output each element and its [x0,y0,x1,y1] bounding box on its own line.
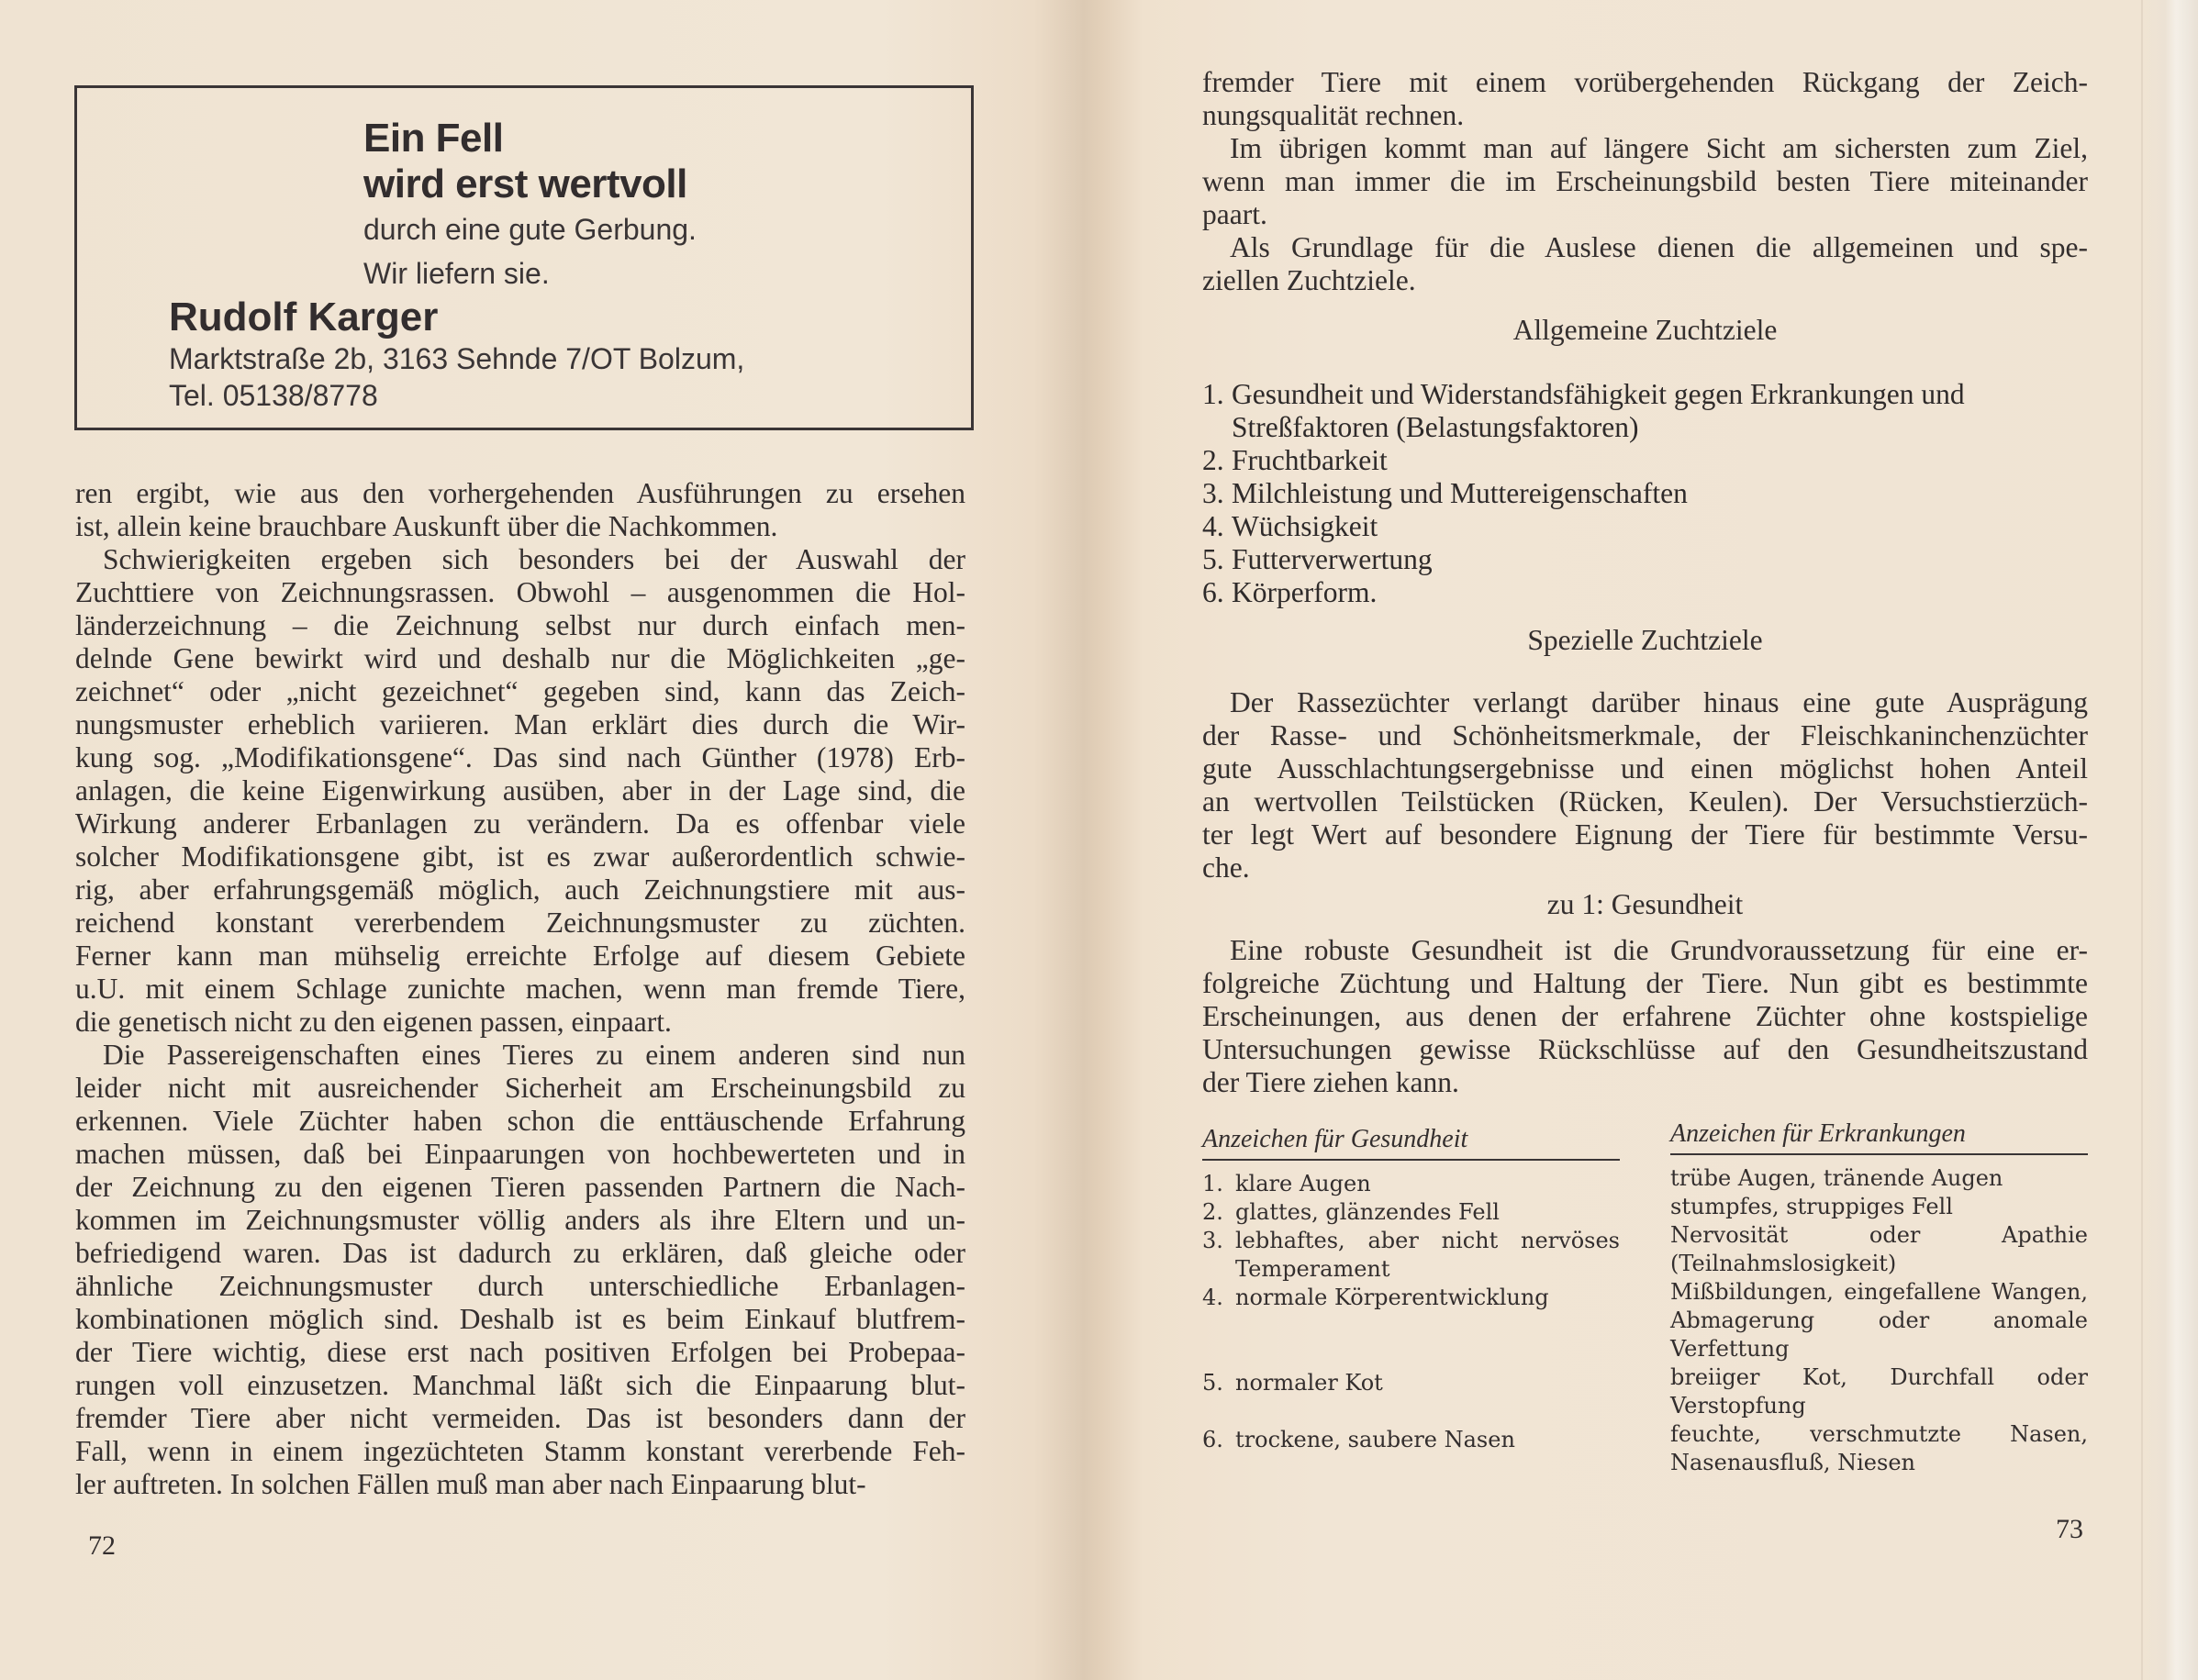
text-line: die genetisch nicht zu den eigenen passen, einpaart. [75,1006,672,1038]
text-line: Wirkung anderer Erbanlagen zu verändern. Da es offenbar viele [75,807,965,840]
text-line: befriedigend waren. Das ist dadurch zu erklären, daß gleiche oder [75,1237,965,1269]
text-line: Ferner kann man mühselig erreichte Erfolge auf diesem Gebiete [75,940,965,972]
ad-subtitle [363,207,697,295]
text-line: kombinationen möglich sind. Deshalb ist es beim Einkauf blutfrem- [75,1303,965,1335]
goal-number: 1. [1202,378,1224,410]
row-spacer [1202,1312,1620,1369]
disease-sign-row: Nervosität oder Apathie (Teilnahmslosigkeit) [1670,1222,2088,1276]
disease-sign-row: Mißbildungen, eingefallene Wangen, Abmagerung oder anomale Verfettung [1670,1279,2088,1362]
text-line: u.U. mit einem Schlage zunichte machen, wenn man fremde Tiere, [75,973,965,1005]
text-line: ter legt Wert auf besondere Eignung der Tiere für bestimmte Versu- [1202,818,2088,851]
health-sign-row [1202,1369,1620,1397]
health-sign-row [1202,1227,1620,1284]
text-line: leider nicht mit ausreichender Sicherheit am Erscheinungsbild zu [75,1072,965,1104]
disease-sign-row: trübe Augen, tränende Augen [1670,1165,2003,1191]
health-sign-number: 6. [1202,1427,1223,1452]
text-line: nungsqualität rechnen. [1202,99,1465,131]
text-line: paart. [1202,198,1267,230]
ad-contact [169,340,744,414]
disease-sign-row: breiiger Kot, Durchfall oder Verstopfung [1670,1364,2088,1419]
ad-sub-line: durch eine gute Gerbung. [363,213,697,246]
goal-text: Gesundheit und Widerstandsfähigkeit gegen Erkrankungen und [1232,378,1965,410]
text-line: anlagen, die keine Eigenwirkung ausüben, aber in der Lage sind, die [75,774,965,807]
text-line: an wertvollen Teilstücken (Rücken, Keulen). Der Versuchstierzüch- [1202,785,2088,818]
text-line: Als Grundlage für die Auslese dienen die allgemeinen und spe- [1230,231,2088,263]
health-paragraph [1202,934,2088,1099]
heading-health: zu 1: Gesundheit [1546,888,1744,920]
goal-number: 2. [1202,444,1224,476]
text-line: fremder Tiere mit einem vorübergehenden Rückgang der Zeich- [1202,66,2088,98]
ad-headline-line: wird erst wertvoll [363,161,687,206]
text-line: länderzeichnung – die Zeichnung selbst nur durch einfach men- [75,609,965,641]
text-line: Eine robuste Gesundheit ist die Grundvoraussetzung für eine er- [1230,934,2088,966]
goal-number: 3. [1202,477,1224,509]
text-line: delnde Gene bewirkt wird und deshalb nur die Möglichkeiten „ge- [75,642,965,674]
text-line: folgreiche Züchtung und Haltung der Tiere. Nun gibt es bestimmte [1202,967,2088,999]
goal-text: Körperform. [1232,576,1378,608]
page-number-right: 73 [2056,1514,2083,1544]
text-line: Der Rassezüchter verlangt darüber hinaus eine gute Ausprägung [1230,686,2088,718]
text-line: zeichnet“ oder „nicht gezeichnet“ gegeben sind, kann das Zeich- [75,675,965,707]
health-sign-number: 3. [1202,1228,1223,1253]
health-sign-text: trockene, saubere Nasen [1235,1427,1515,1452]
disease-sign-row: stumpfes, struppiges Fell [1670,1194,1953,1219]
text-line: fremder Tiere aber nicht vermeiden. Das ist besonders dann der [75,1402,965,1434]
goal-text: Fruchtbarkeit [1232,444,1388,476]
ad-headline-line: Ein Fell [363,116,504,161]
goal-text: Wüchsigkeit [1232,510,1378,542]
advertisement-box [74,85,974,430]
health-sign-text: glattes, glänzendes Fell [1235,1199,1500,1225]
health-sign-text: normale Körperentwicklung [1235,1285,1549,1310]
goal-text: Futterverwertung [1232,543,1433,575]
page-edge [2141,0,2198,1680]
row-spacer [1202,1397,1620,1426]
text-line: Untersuchungen gewisse Rückschlüsse auf den Gesundheitszustand [1202,1033,2088,1065]
health-sign-number: 2. [1202,1199,1223,1225]
goal-number: 5. [1202,543,1224,575]
ad-phone: Tel. 05138/8778 [169,379,378,412]
text-line: kommen im Zeichnungsmuster völlig anders als ihre Eltern und un- [75,1204,965,1236]
text-line: reichend konstant vererbendem Zeichnungsmuster zu züchten. [75,907,965,939]
text-line: der Rasse- und Schönheitsmerkmale, der Fleischkaninchenzüchter [1202,719,2088,751]
text-line: che. [1202,851,1250,884]
text-line: wenn man immer die im Erscheinungsbild besten Tiere miteinander [1202,165,2088,197]
ad-address: Marktstraße 2b, 3163 Sehnde 7/OT Bolzum, [169,342,745,375]
health-sign-row [1202,1284,1620,1312]
page-number-left: 72 [88,1530,116,1561]
health-sign-text: klare Augen [1235,1171,1371,1196]
text-line: solcher Modifikationsgene gibt, ist es zwar außerordentlich schwie- [75,840,965,873]
general-goals-list [1202,378,2088,609]
text-line: ler auftreten. In solchen Fällen muß man aber nach Einpaarung blut- [75,1468,866,1500]
goal-item [1202,477,2088,510]
text-line: Erscheinungen, aus denen der erfahrene Züchter ohne kostspielige [1202,1000,2088,1032]
health-sign-text: lebhaftes, aber nicht nervöses Temperament [1235,1228,1620,1282]
text-line: der Tiere wichtig, diese erst nach positiven Erfolgen bei Probepaa- [75,1336,965,1368]
health-sign-number: 1. [1202,1171,1223,1196]
goal-item [1202,444,2088,477]
goal-number: 6. [1202,576,1224,608]
health-sign-number: 4. [1202,1285,1223,1310]
text-line: Im übrigen kommt man auf längere Sicht am sichersten zum Ziel, [1230,132,2088,164]
text-line: ziellen Zuchtziele. [1202,264,1416,296]
text-line: ähnliche Zeichnungsmuster durch unterschiedliche Erbanlagen- [75,1270,965,1302]
text-line: der Zeichnung zu den eigenen Tieren passenden Partnern die Nach- [75,1171,965,1203]
goal-item [1202,543,2088,576]
health-sign-number: 5. [1202,1370,1223,1396]
goal-number: 4. [1202,510,1224,542]
text-line: rungen voll einzusetzen. Manchmal läßt sich die Einpaarung blut- [75,1369,965,1401]
health-sign-row [1202,1170,1620,1198]
goal-item [1202,510,2088,543]
text-line: rig, aber erfahrungsgemäß möglich, auch Zeichnungstiere mit aus- [75,873,965,906]
left-body-text [75,477,965,1501]
text-line: gute Ausschlachtungsergebnisse und einen möglichst hohen Anteil [1202,752,2088,784]
text-line: Die Passereigenschaften eines Tieres zu einem anderen sind nun [103,1039,965,1071]
text-line: Zuchttiere von Zeichnungsrassen. Obwohl – ausgenommen die Hol- [75,576,965,608]
goal-text-continued: Streßfaktoren (Belastungsfaktoren) [1232,411,1639,443]
goal-text: Milchleistung und Muttereigenschaften [1232,477,1688,509]
disease-signs-column [1670,1119,2088,1477]
text-line: ren ergibt, wie aus den vorhergehenden Ausführungen zu ersehen [75,477,965,509]
text-line: Fall, wenn in einem ingezüchteten Stamm konstant vererbende Feh- [75,1435,965,1467]
disease-sign-row: feuchte, verschmutzte Nasen, Nasenausfluß, Niesen [1670,1421,2088,1475]
goal-item [1202,576,2088,609]
health-sign-row [1202,1426,1620,1454]
left-page [0,0,1074,1680]
text-line: der Tiere ziehen kann. [1202,1066,1459,1098]
text-line: nungsmuster erheblich variieren. Man erklärt dies durch die Wir- [75,708,965,740]
health-signs-column [1202,1124,1620,1454]
heading-general-goals: Allgemeine Zuchtziele [1512,314,1778,346]
text-line: kung sog. „Modifikationsgene“. Das sind nach Günther (1978) Erb- [75,741,965,773]
text-line: Schwierigkeiten ergeben sich besonders bei der Auswahl der [103,543,965,575]
heading-special-goals: Spezielle Zuchtziele [1527,624,1763,656]
text-line: erkennen. Viele Züchter haben schon die enttäuschende Erfahrung [75,1105,965,1137]
ad-sub-line: Wir liefern sie. [363,257,550,290]
paragraph-selection [1202,132,2088,231]
ad-headline [363,116,687,207]
health-sign-row [1202,1198,1620,1227]
disease-signs-header: Anzeichen für Erkrankungen [1670,1118,2088,1155]
goal-item [1202,378,2088,444]
intro-paragraph [1202,66,2088,132]
paragraph-basis [1202,231,2088,297]
health-signs-header: Anzeichen für Gesundheit [1202,1124,1620,1161]
text-line: machen müssen, daß bei Einpaarungen von hochbewerteten und in [75,1138,965,1170]
special-goals-paragraph [1202,686,2088,885]
ad-company-name: Rudolf Karger [169,295,439,339]
text-line: ist, allein keine brauchbare Auskunft über die Nachkommen. [75,510,778,542]
right-page [1092,0,2148,1680]
health-sign-text: normaler Kot [1235,1370,1383,1396]
